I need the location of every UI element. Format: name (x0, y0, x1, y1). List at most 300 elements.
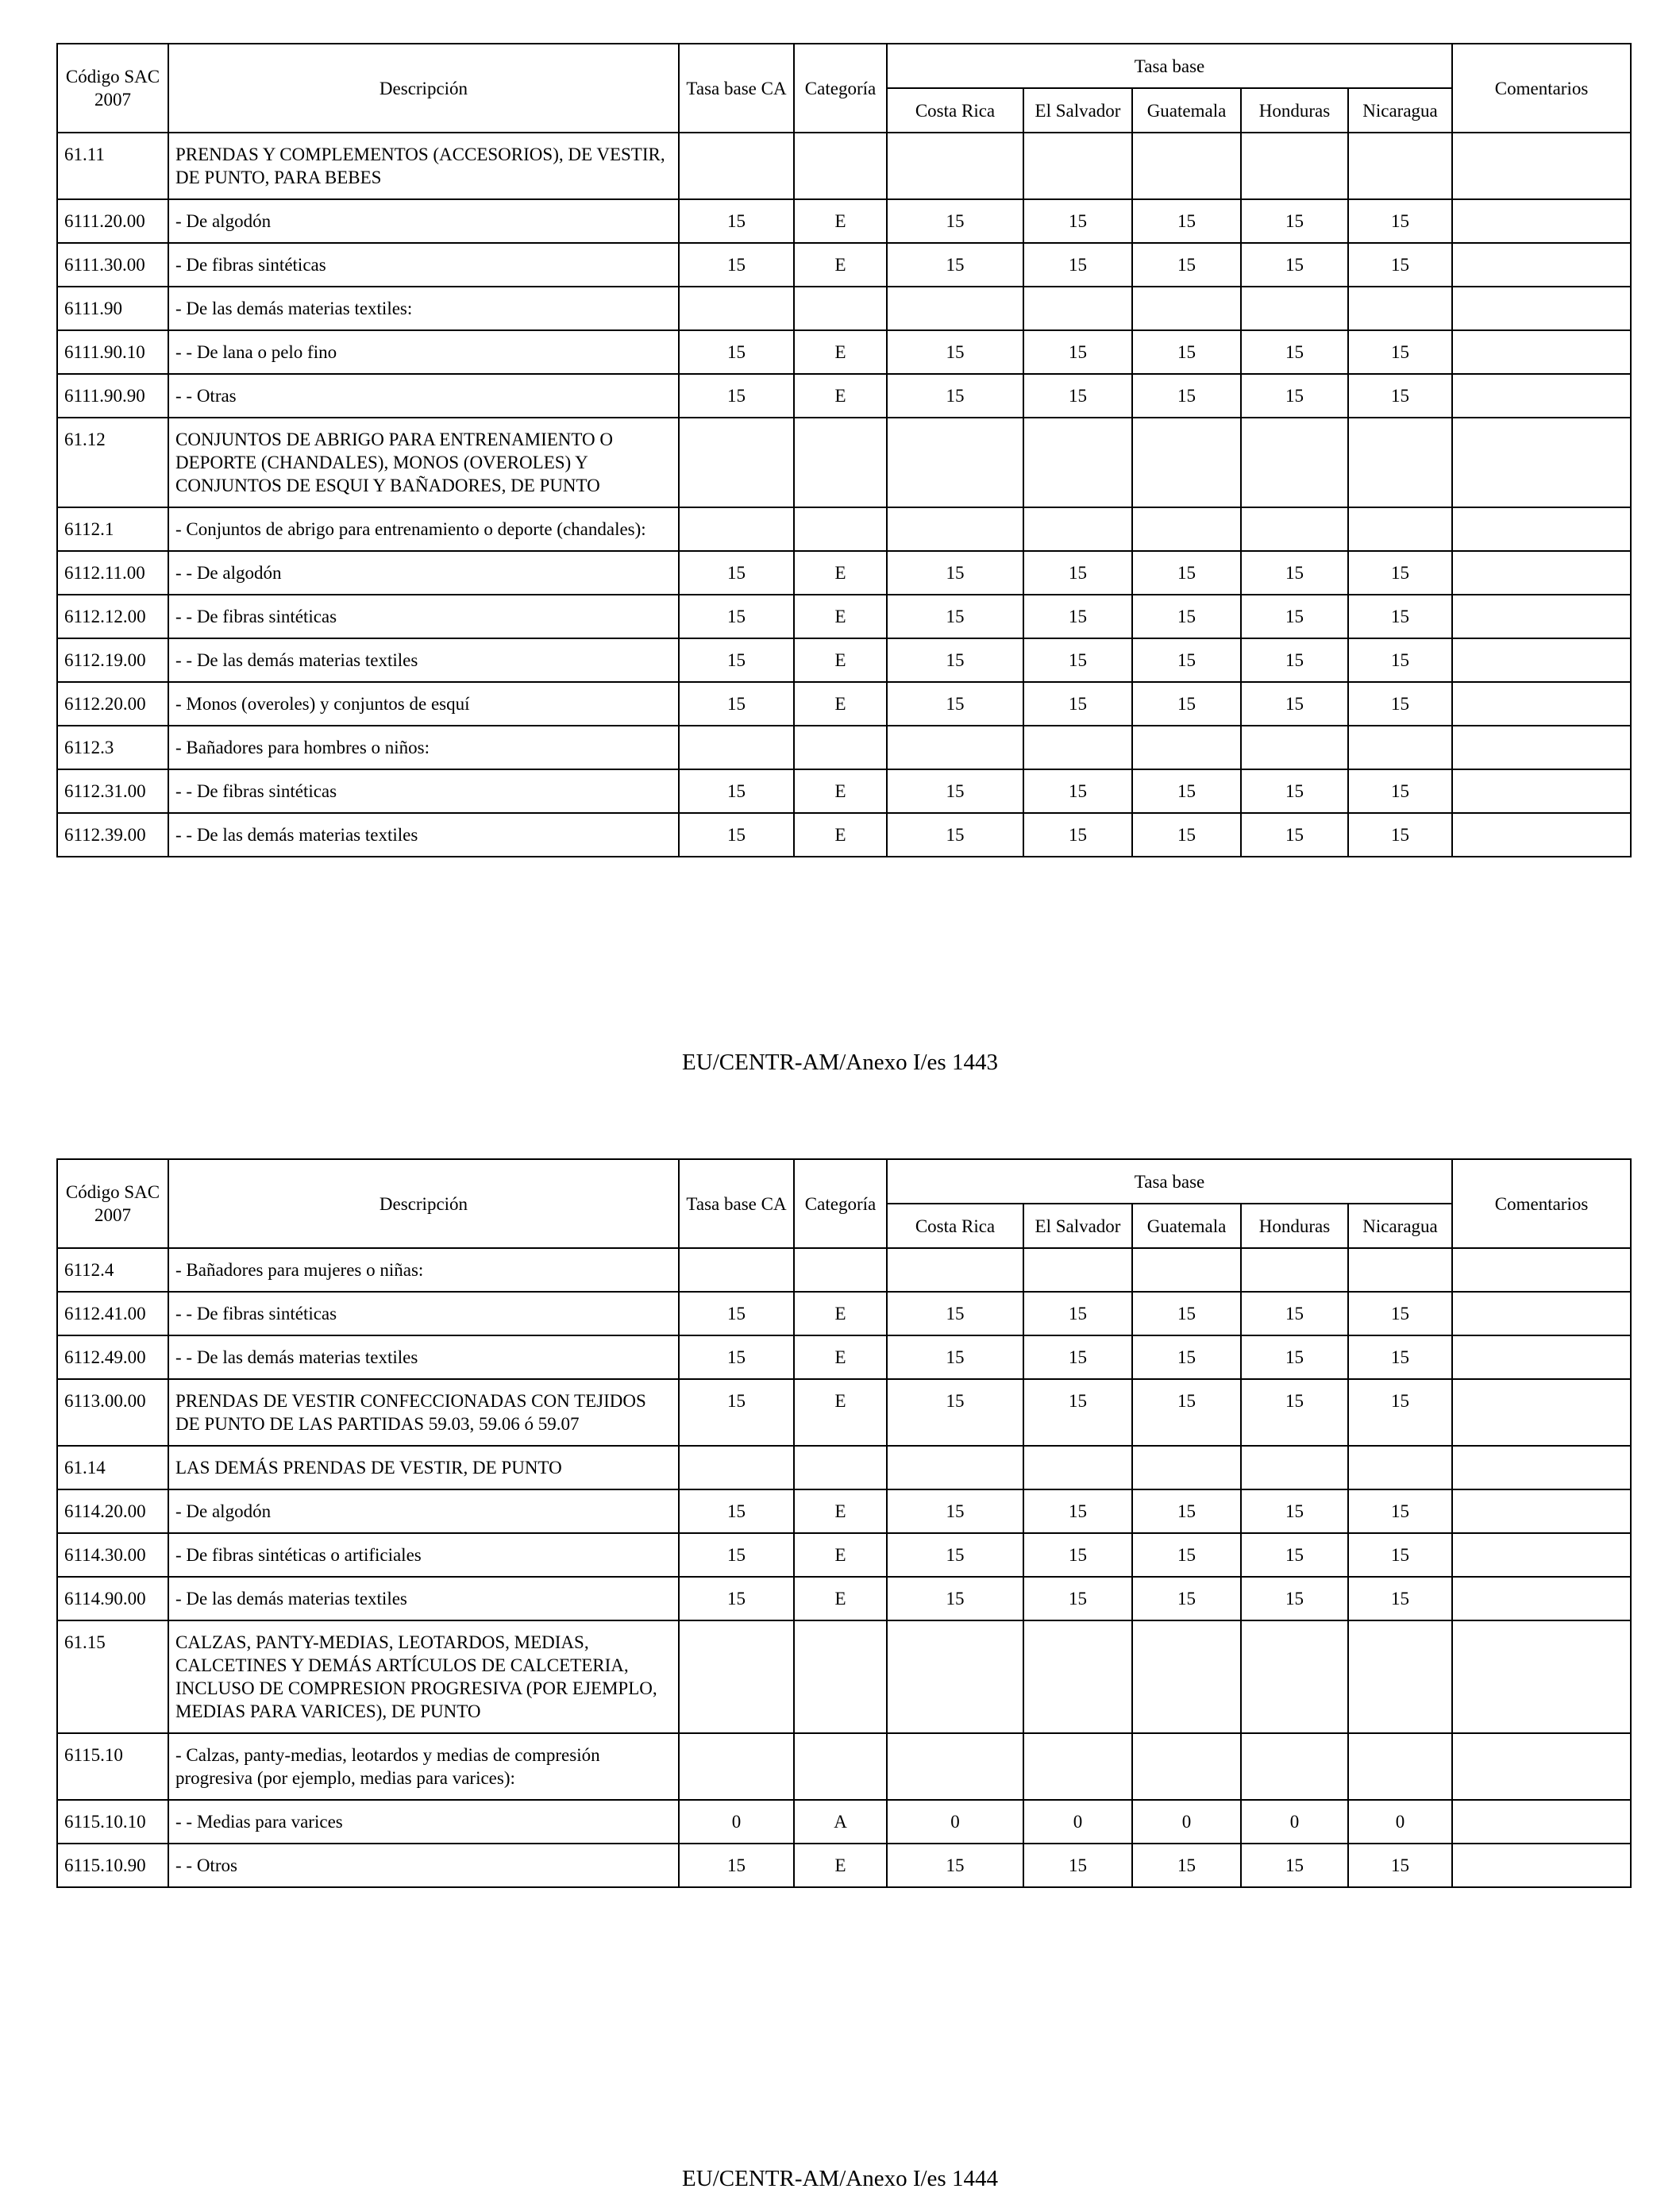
cell-costa-rica: 15 (887, 1379, 1023, 1446)
cell-honduras: 15 (1241, 1844, 1348, 1887)
cell-codigo: 6111.90.90 (57, 374, 168, 418)
cell-comentarios (1452, 374, 1631, 418)
table-row (57, 199, 1631, 243)
cell-comentarios (1452, 1446, 1631, 1489)
cell-categoria: E (794, 1577, 887, 1620)
cell-costa-rica (887, 133, 1023, 199)
cell-el-salvador (1023, 418, 1132, 507)
cell-guatemala: 15 (1132, 769, 1241, 813)
cell-descripcion: - Calzas, panty-medias, leotardos y medias de compresión progresiva (por ejemplo, medias para varices): (168, 1733, 679, 1800)
cell-descripcion: - Bañadores para mujeres o niñas: (168, 1248, 679, 1292)
table-row (57, 682, 1631, 726)
cell-honduras: 0 (1241, 1800, 1348, 1844)
cell-el-salvador (1023, 726, 1132, 769)
cell-codigo: 6112.20.00 (57, 682, 168, 726)
cell-categoria: E (794, 1533, 887, 1577)
cell-comentarios (1452, 418, 1631, 507)
cell-categoria: E (794, 813, 887, 857)
cell-honduras: 15 (1241, 199, 1348, 243)
cell-nicaragua: 15 (1348, 813, 1452, 857)
cell-costa-rica: 15 (887, 595, 1023, 638)
cell-honduras: 15 (1241, 1577, 1348, 1620)
cell-descripcion: - - De las demás materias textiles (168, 638, 679, 682)
cell-codigo: 6111.90.10 (57, 330, 168, 374)
cell-categoria: E (794, 1844, 887, 1887)
cell-el-salvador (1023, 1620, 1132, 1733)
cell-comentarios (1452, 1379, 1631, 1446)
header-nicaragua: Nicaragua (1348, 1204, 1452, 1248)
cell-codigo: 6112.12.00 (57, 595, 168, 638)
cell-guatemala (1132, 1733, 1241, 1800)
cell-descripcion: - Conjuntos de abrigo para entrenamiento o deporte (chandales): (168, 507, 679, 551)
cell-comentarios (1452, 133, 1631, 199)
cell-categoria (794, 1733, 887, 1800)
cell-codigo: 6112.49.00 (57, 1335, 168, 1379)
cell-el-salvador: 15 (1023, 1292, 1132, 1335)
cell-honduras (1241, 133, 1348, 199)
cell-tasa-base-ca: 15 (679, 1489, 794, 1533)
tariff-table-page-1444 (56, 1158, 1632, 1888)
table-row (57, 1379, 1631, 1446)
cell-costa-rica (887, 287, 1023, 330)
cell-codigo: 6115.10.90 (57, 1844, 168, 1887)
cell-descripcion: - Monos (overoles) y conjuntos de esquí (168, 682, 679, 726)
cell-descripcion: - De las demás materias textiles (168, 1577, 679, 1620)
cell-categoria: E (794, 1335, 887, 1379)
cell-categoria (794, 507, 887, 551)
cell-tasa-base-ca (679, 507, 794, 551)
cell-nicaragua: 15 (1348, 374, 1452, 418)
cell-guatemala: 15 (1132, 682, 1241, 726)
cell-el-salvador: 15 (1023, 1844, 1132, 1887)
cell-comentarios (1452, 1533, 1631, 1577)
table-row (57, 595, 1631, 638)
cell-costa-rica: 15 (887, 1844, 1023, 1887)
cell-comentarios (1452, 1620, 1631, 1733)
cell-tasa-base-ca: 15 (679, 1335, 794, 1379)
cell-costa-rica: 15 (887, 1577, 1023, 1620)
table-row (57, 243, 1631, 287)
cell-nicaragua (1348, 1248, 1452, 1292)
cell-honduras: 15 (1241, 551, 1348, 595)
cell-el-salvador (1023, 507, 1132, 551)
cell-honduras (1241, 1446, 1348, 1489)
table-row (57, 1292, 1631, 1335)
cell-guatemala: 15 (1132, 330, 1241, 374)
cell-guatemala: 15 (1132, 1292, 1241, 1335)
header-tasa-base-ca: Tasa base CA (679, 44, 794, 133)
table-row (57, 374, 1631, 418)
cell-el-salvador: 0 (1023, 1800, 1132, 1844)
cell-comentarios (1452, 551, 1631, 595)
cell-costa-rica: 15 (887, 374, 1023, 418)
cell-honduras (1241, 507, 1348, 551)
table-row (57, 769, 1631, 813)
cell-codigo: 6112.11.00 (57, 551, 168, 595)
cell-nicaragua (1348, 507, 1452, 551)
cell-tasa-base-ca (679, 1446, 794, 1489)
cell-codigo: 6111.90 (57, 287, 168, 330)
cell-tasa-base-ca (679, 287, 794, 330)
cell-descripcion: CALZAS, PANTY-MEDIAS, LEOTARDOS, MEDIAS, CALCETINES Y DEMÁS ARTÍCULOS DE CALCETERIA, INCLUSO DE COMPRESION PROGRESIVA (POR EJEMPLO, MEDIAS PARA VARICES), DE PUNTO (168, 1620, 679, 1733)
cell-guatemala (1132, 287, 1241, 330)
cell-tasa-base-ca: 15 (679, 243, 794, 287)
table-row (57, 1335, 1631, 1379)
cell-honduras (1241, 1248, 1348, 1292)
cell-tasa-base-ca: 15 (679, 1379, 794, 1446)
header-nicaragua: Nicaragua (1348, 88, 1452, 133)
cell-tasa-base-ca (679, 133, 794, 199)
cell-comentarios (1452, 638, 1631, 682)
header-honduras: Honduras (1241, 1204, 1348, 1248)
cell-el-salvador: 15 (1023, 769, 1132, 813)
cell-nicaragua (1348, 726, 1452, 769)
table-row (57, 1577, 1631, 1620)
cell-descripcion: - - De algodón (168, 551, 679, 595)
table-row (57, 330, 1631, 374)
cell-categoria: E (794, 682, 887, 726)
cell-categoria (794, 133, 887, 199)
cell-descripcion: - De fibras sintéticas o artificiales (168, 1533, 679, 1577)
cell-tasa-base-ca: 15 (679, 682, 794, 726)
cell-honduras: 15 (1241, 1335, 1348, 1379)
table-row (57, 133, 1631, 199)
cell-nicaragua: 15 (1348, 243, 1452, 287)
cell-categoria: E (794, 199, 887, 243)
cell-comentarios (1452, 769, 1631, 813)
cell-descripcion: LAS DEMÁS PRENDAS DE VESTIR, DE PUNTO (168, 1446, 679, 1489)
cell-nicaragua: 15 (1348, 1577, 1452, 1620)
cell-nicaragua (1348, 1620, 1452, 1733)
cell-costa-rica (887, 726, 1023, 769)
cell-tasa-base-ca: 15 (679, 813, 794, 857)
cell-guatemala (1132, 133, 1241, 199)
cell-comentarios (1452, 1577, 1631, 1620)
cell-comentarios (1452, 726, 1631, 769)
cell-nicaragua: 15 (1348, 551, 1452, 595)
cell-comentarios (1452, 243, 1631, 287)
cell-honduras (1241, 1733, 1348, 1800)
cell-costa-rica (887, 1620, 1023, 1733)
cell-guatemala: 15 (1132, 243, 1241, 287)
table-row (57, 638, 1631, 682)
tariff-table-page-1443 (56, 43, 1632, 857)
cell-codigo: 6111.30.00 (57, 243, 168, 287)
header-costa-rica: Costa Rica (887, 88, 1023, 133)
cell-nicaragua: 0 (1348, 1800, 1452, 1844)
cell-honduras: 15 (1241, 595, 1348, 638)
cell-comentarios (1452, 199, 1631, 243)
cell-honduras (1241, 287, 1348, 330)
cell-codigo: 6115.10 (57, 1733, 168, 1800)
cell-codigo: 6112.19.00 (57, 638, 168, 682)
cell-comentarios (1452, 1844, 1631, 1887)
cell-nicaragua: 15 (1348, 199, 1452, 243)
cell-costa-rica: 0 (887, 1800, 1023, 1844)
cell-el-salvador: 15 (1023, 813, 1132, 857)
cell-guatemala (1132, 726, 1241, 769)
cell-nicaragua: 15 (1348, 1379, 1452, 1446)
cell-categoria: E (794, 330, 887, 374)
cell-nicaragua: 15 (1348, 595, 1452, 638)
cell-descripcion: - - De las demás materias textiles (168, 813, 679, 857)
cell-costa-rica: 15 (887, 769, 1023, 813)
table-row (57, 1533, 1631, 1577)
cell-guatemala: 15 (1132, 1577, 1241, 1620)
cell-el-salvador (1023, 1733, 1132, 1800)
cell-tasa-base-ca: 15 (679, 769, 794, 813)
cell-codigo: 61.14 (57, 1446, 168, 1489)
header-costa-rica: Costa Rica (887, 1204, 1023, 1248)
cell-nicaragua (1348, 1446, 1452, 1489)
cell-comentarios (1452, 1800, 1631, 1844)
cell-honduras: 15 (1241, 1379, 1348, 1446)
cell-el-salvador: 15 (1023, 638, 1132, 682)
cell-tasa-base-ca (679, 1733, 794, 1800)
table-row (57, 507, 1631, 551)
cell-nicaragua: 15 (1348, 769, 1452, 813)
cell-comentarios (1452, 1335, 1631, 1379)
cell-honduras: 15 (1241, 1533, 1348, 1577)
cell-descripcion: PRENDAS DE VESTIR CONFECCIONADAS CON TEJIDOS DE PUNTO DE LAS PARTIDAS 59.03, 59.06 ó 59.07 (168, 1379, 679, 1446)
cell-codigo: 6114.20.00 (57, 1489, 168, 1533)
cell-comentarios (1452, 1292, 1631, 1335)
cell-el-salvador: 15 (1023, 1489, 1132, 1533)
cell-nicaragua: 15 (1348, 1489, 1452, 1533)
cell-codigo: 6111.20.00 (57, 199, 168, 243)
cell-nicaragua: 15 (1348, 1844, 1452, 1887)
cell-el-salvador: 15 (1023, 551, 1132, 595)
cell-descripcion: - - Medias para varices (168, 1800, 679, 1844)
cell-costa-rica: 15 (887, 1335, 1023, 1379)
cell-comentarios (1452, 682, 1631, 726)
cell-codigo: 61.11 (57, 133, 168, 199)
cell-categoria (794, 1446, 887, 1489)
cell-comentarios (1452, 507, 1631, 551)
cell-costa-rica: 15 (887, 243, 1023, 287)
cell-guatemala (1132, 1620, 1241, 1733)
cell-guatemala: 15 (1132, 813, 1241, 857)
header-el-salvador: El Salvador (1023, 1204, 1132, 1248)
header-el-salvador: El Salvador (1023, 88, 1132, 133)
cell-costa-rica (887, 1446, 1023, 1489)
cell-descripcion: - - De fibras sintéticas (168, 1292, 679, 1335)
cell-nicaragua (1348, 287, 1452, 330)
cell-honduras: 15 (1241, 1489, 1348, 1533)
header-codigo: Código SAC 2007 (57, 44, 168, 133)
cell-tasa-base-ca (679, 1248, 794, 1292)
cell-tasa-base-ca: 15 (679, 1292, 794, 1335)
cell-guatemala: 15 (1132, 1844, 1241, 1887)
cell-costa-rica: 15 (887, 1533, 1023, 1577)
cell-categoria (794, 418, 887, 507)
cell-costa-rica: 15 (887, 682, 1023, 726)
cell-guatemala: 15 (1132, 551, 1241, 595)
cell-tasa-base-ca: 15 (679, 374, 794, 418)
cell-categoria (794, 1620, 887, 1733)
table-row (57, 1489, 1631, 1533)
cell-nicaragua: 15 (1348, 1292, 1452, 1335)
cell-guatemala: 15 (1132, 1379, 1241, 1446)
cell-descripcion: PRENDAS Y COMPLEMENTOS (ACCESORIOS), DE VESTIR, DE PUNTO, PARA BEBES (168, 133, 679, 199)
cell-el-salvador (1023, 133, 1132, 199)
header-tasa-base: Tasa base (887, 1159, 1452, 1204)
cell-codigo: 6113.00.00 (57, 1379, 168, 1446)
cell-comentarios (1452, 813, 1631, 857)
cell-categoria: E (794, 243, 887, 287)
cell-guatemala: 15 (1132, 638, 1241, 682)
header-codigo: Código SAC 2007 (57, 1159, 168, 1248)
cell-guatemala (1132, 507, 1241, 551)
cell-codigo: 6112.3 (57, 726, 168, 769)
cell-tasa-base-ca: 15 (679, 199, 794, 243)
cell-comentarios (1452, 1489, 1631, 1533)
cell-el-salvador: 15 (1023, 374, 1132, 418)
cell-guatemala: 15 (1132, 199, 1241, 243)
cell-descripcion: - - Otros (168, 1844, 679, 1887)
cell-honduras: 15 (1241, 638, 1348, 682)
cell-honduras: 15 (1241, 330, 1348, 374)
cell-categoria: E (794, 638, 887, 682)
cell-el-salvador (1023, 1248, 1132, 1292)
cell-codigo: 61.12 (57, 418, 168, 507)
cell-nicaragua: 15 (1348, 638, 1452, 682)
table-body (57, 1248, 1631, 1887)
cell-honduras (1241, 726, 1348, 769)
table-row (57, 1620, 1631, 1733)
cell-honduras: 15 (1241, 243, 1348, 287)
table-row (57, 1248, 1631, 1292)
page-footer: EU/CENTR-AM/Anexo I/es 1444 (682, 2166, 998, 2191)
cell-codigo: 6114.90.00 (57, 1577, 168, 1620)
cell-tasa-base-ca: 15 (679, 1533, 794, 1577)
cell-codigo: 61.15 (57, 1620, 168, 1733)
cell-categoria: E (794, 1489, 887, 1533)
cell-honduras (1241, 418, 1348, 507)
cell-tasa-base-ca: 15 (679, 330, 794, 374)
cell-codigo: 6112.41.00 (57, 1292, 168, 1335)
table-row (57, 726, 1631, 769)
cell-el-salvador: 15 (1023, 330, 1132, 374)
cell-honduras: 15 (1241, 769, 1348, 813)
cell-nicaragua: 15 (1348, 1335, 1452, 1379)
cell-costa-rica (887, 507, 1023, 551)
cell-el-salvador (1023, 1446, 1132, 1489)
cell-el-salvador: 15 (1023, 595, 1132, 638)
cell-nicaragua: 15 (1348, 1533, 1452, 1577)
cell-costa-rica: 15 (887, 813, 1023, 857)
header-descripcion: Descripción (168, 44, 679, 133)
header-guatemala: Guatemala (1132, 1204, 1241, 1248)
cell-descripcion: - De algodón (168, 1489, 679, 1533)
cell-codigo: 6115.10.10 (57, 1800, 168, 1844)
cell-categoria: E (794, 1379, 887, 1446)
cell-el-salvador: 15 (1023, 1335, 1132, 1379)
header-comentarios: Comentarios (1452, 44, 1631, 133)
cell-honduras: 15 (1241, 1292, 1348, 1335)
cell-costa-rica: 15 (887, 1292, 1023, 1335)
header-categoria: Categoría (794, 1159, 887, 1248)
cell-codigo: 6112.39.00 (57, 813, 168, 857)
cell-costa-rica: 15 (887, 330, 1023, 374)
header-categoria: Categoría (794, 44, 887, 133)
cell-guatemala: 15 (1132, 1489, 1241, 1533)
cell-descripcion: - - Otras (168, 374, 679, 418)
cell-categoria: E (794, 551, 887, 595)
cell-tasa-base-ca (679, 726, 794, 769)
cell-costa-rica (887, 418, 1023, 507)
cell-guatemala: 15 (1132, 1335, 1241, 1379)
cell-nicaragua (1348, 133, 1452, 199)
cell-el-salvador: 15 (1023, 682, 1132, 726)
cell-nicaragua: 15 (1348, 682, 1452, 726)
cell-nicaragua (1348, 1733, 1452, 1800)
page-footer: EU/CENTR-AM/Anexo I/es 1443 (682, 1050, 998, 1075)
cell-guatemala (1132, 418, 1241, 507)
cell-tasa-base-ca: 15 (679, 1844, 794, 1887)
cell-honduras: 15 (1241, 374, 1348, 418)
table-row (57, 813, 1631, 857)
table-row (57, 1446, 1631, 1489)
cell-el-salvador: 15 (1023, 199, 1132, 243)
cell-categoria (794, 287, 887, 330)
cell-descripcion: - De las demás materias textiles: (168, 287, 679, 330)
cell-codigo: 6112.31.00 (57, 769, 168, 813)
cell-tasa-base-ca: 15 (679, 638, 794, 682)
cell-costa-rica: 15 (887, 551, 1023, 595)
cell-categoria: E (794, 374, 887, 418)
cell-descripcion: - De fibras sintéticas (168, 243, 679, 287)
cell-descripcion: - - De lana o pelo fino (168, 330, 679, 374)
cell-nicaragua (1348, 418, 1452, 507)
cell-honduras (1241, 1620, 1348, 1733)
cell-guatemala: 0 (1132, 1800, 1241, 1844)
cell-costa-rica: 15 (887, 199, 1023, 243)
table-row (57, 1800, 1631, 1844)
cell-codigo: 6112.1 (57, 507, 168, 551)
cell-descripcion: - Bañadores para hombres o niños: (168, 726, 679, 769)
cell-descripcion: - - De fibras sintéticas (168, 595, 679, 638)
cell-el-salvador (1023, 287, 1132, 330)
cell-codigo: 6114.30.00 (57, 1533, 168, 1577)
cell-guatemala (1132, 1446, 1241, 1489)
cell-descripcion: CONJUNTOS DE ABRIGO PARA ENTRENAMIENTO O DEPORTE (CHANDALES), MONOS (OVEROLES) Y CONJUNTOS DE ESQUI Y BAÑADORES, DE PUNTO (168, 418, 679, 507)
cell-el-salvador: 15 (1023, 1533, 1132, 1577)
table-row (57, 418, 1631, 507)
cell-categoria: E (794, 595, 887, 638)
cell-tasa-base-ca: 15 (679, 1577, 794, 1620)
cell-comentarios (1452, 330, 1631, 374)
table-row (57, 1733, 1631, 1800)
header-honduras: Honduras (1241, 88, 1348, 133)
cell-el-salvador: 15 (1023, 1379, 1132, 1446)
cell-costa-rica: 15 (887, 638, 1023, 682)
cell-comentarios (1452, 287, 1631, 330)
cell-tasa-base-ca (679, 1620, 794, 1733)
cell-descripcion: - - De las demás materias textiles (168, 1335, 679, 1379)
cell-comentarios (1452, 1733, 1631, 1800)
header-comentarios: Comentarios (1452, 1159, 1631, 1248)
cell-costa-rica (887, 1733, 1023, 1800)
cell-comentarios (1452, 595, 1631, 638)
cell-honduras: 15 (1241, 813, 1348, 857)
header-tasa-base: Tasa base (887, 44, 1452, 88)
cell-costa-rica: 15 (887, 1489, 1023, 1533)
cell-costa-rica (887, 1248, 1023, 1292)
table-body (57, 133, 1631, 857)
cell-categoria: E (794, 1292, 887, 1335)
cell-guatemala: 15 (1132, 374, 1241, 418)
